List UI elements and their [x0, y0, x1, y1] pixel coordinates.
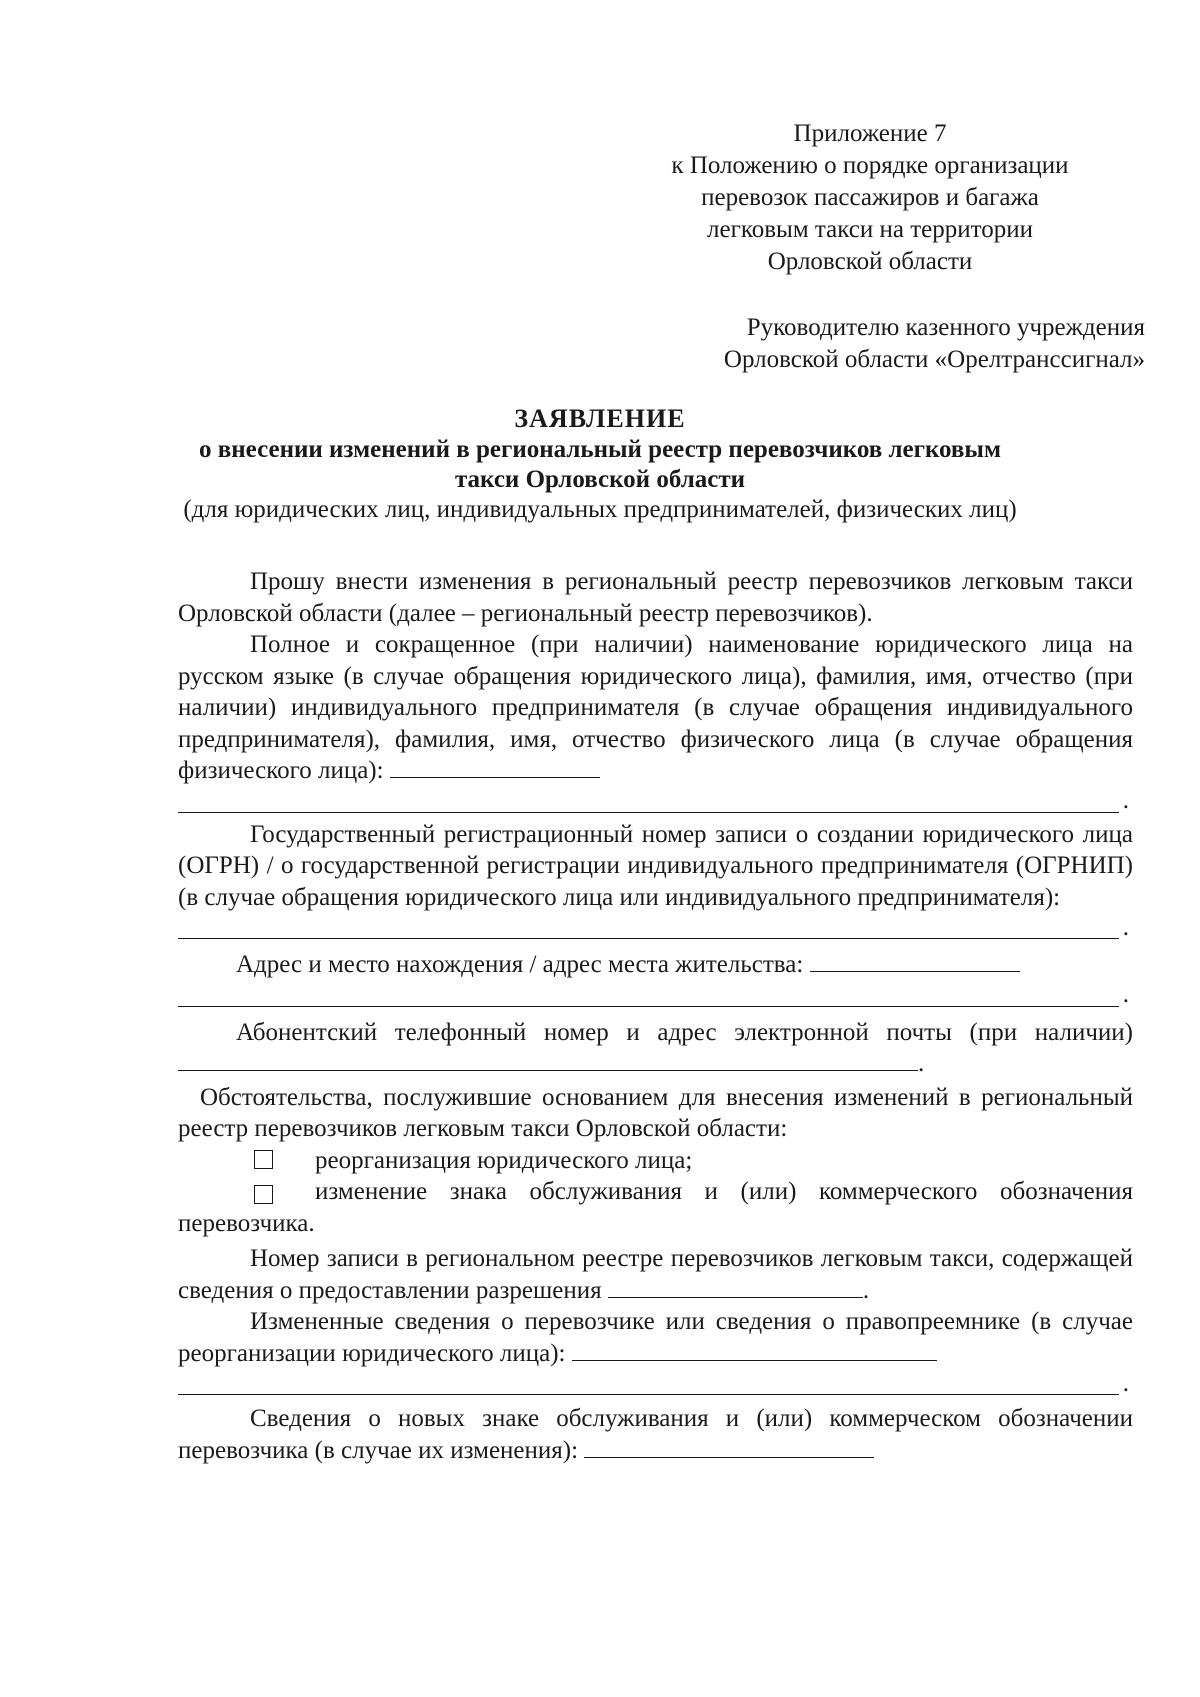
- applicant-name-label: Полное и сокращенное (при наличии) наименование юридического лица на русском языке (в случае обращения юридического лица), фамилия, имя, отчество (при наличии) индивидуального предпринимателя (в случае обращения индивидуального предпринимателя), фамилия, имя, отчество физического лица (в случае обращения физического лица):: [178, 631, 1133, 784]
- applicant-name-field-continuation[interactable]: [178, 787, 1133, 817]
- contacts-paragraph: [178, 1017, 1133, 1080]
- document-subtitle-line: такси Орловской области: [454, 466, 746, 493]
- record-number-field[interactable]: [608, 1275, 863, 1298]
- document-heading: [150, 403, 1050, 525]
- checkbox-option-reorganization[interactable]: [178, 1145, 1133, 1177]
- applicant-name-paragraph: [178, 629, 1133, 787]
- field-end-period: .: [918, 1050, 925, 1077]
- field-end-period: .: [1122, 787, 1129, 814]
- appendix-line: легковым такси на территории: [707, 216, 1033, 243]
- address-field-continuation[interactable]: [178, 981, 1133, 1011]
- addressee-block: [600, 312, 1145, 376]
- field-end-period: .: [862, 1276, 870, 1304]
- address-paragraph: [178, 949, 1133, 981]
- addressee-line: Орловской области «Орелтранссигнал»: [723, 346, 1145, 373]
- checkbox-reorganization-label: реорганизация юридического лица;: [315, 1146, 693, 1174]
- appendix-block: [600, 118, 1140, 278]
- checkbox-option-mark-change[interactable]: [178, 1176, 1133, 1239]
- ogrn-field[interactable]: [178, 913, 1133, 943]
- contacts-label: Абонентский телефонный номер и адрес электронной почты (при наличии): [236, 1018, 1133, 1046]
- address-label: Адрес и место нахождения / адрес места жительства:: [236, 951, 804, 978]
- application-body: [178, 566, 1133, 1466]
- appendix-line: перевозок пассажиров и багажа: [701, 184, 1039, 211]
- changed-info-field-continuation[interactable]: [178, 1369, 1133, 1399]
- changed-info-label: Измененные сведения о перевозчике или сведения о правопреемнике (в случае реорганизации юридического лица):: [178, 1308, 1133, 1367]
- field-end-period: .: [1122, 913, 1129, 941]
- new-mark-label: Сведения о новых знаке обслуживания и (или) коммерческом обозначении перевозчика (в случае их изменения):: [178, 1405, 1133, 1464]
- field-end-period: .: [1122, 1369, 1129, 1397]
- new-mark-paragraph: [178, 1403, 1133, 1466]
- request-paragraph: Прошу внести изменения в региональный реестр перевозчиков легковым такси Орловской области (далее – региональный реестр перевозчиков).: [178, 568, 1133, 627]
- appendix-line: Орловской области: [767, 248, 973, 275]
- address-field[interactable]: [810, 949, 1020, 972]
- appendix-line: Приложение 7: [793, 120, 947, 147]
- record-number-paragraph: [178, 1243, 1133, 1306]
- circumstances-paragraph: Обстоятельства, послужившие основанием для внесения изменений в региональный реестр перевозчиков легковым такси Орловской области:: [178, 1083, 1133, 1142]
- record-number-label: Номер записи в региональном реестре перевозчиков легковым такси, содержащей сведения о предоставлении разрешения: [178, 1245, 1133, 1304]
- field-end-period: .: [1122, 981, 1129, 1008]
- checkbox-reorganization[interactable]: [254, 1150, 273, 1169]
- applicability-note: (для юридических лиц, индивидуальных предпринимателей, физических лиц): [183, 496, 1017, 523]
- ogrn-paragraph: Государственный регистрационный номер записи о создании юридического лица (ОГРН) / о государственной регистрации индивидуального предпринимателя (ОГРНИП) (в случае обращения юридического лица или индивидуального предпринимателя):: [178, 820, 1133, 911]
- changed-info-paragraph: [178, 1306, 1133, 1369]
- checkbox-mark-change[interactable]: [254, 1185, 273, 1204]
- applicant-name-field[interactable]: [390, 755, 600, 778]
- addressee-line: Руководителю казенного учреждения: [746, 314, 1145, 341]
- changed-info-field[interactable]: [572, 1338, 937, 1361]
- new-mark-field[interactable]: [584, 1435, 874, 1458]
- document-title: ЗАЯВЛЕНИЕ: [514, 404, 686, 433]
- document-subtitle-line: о внесении изменений в региональный реестр перевозчиков легковым: [199, 436, 1001, 463]
- checkbox-mark-change-label: изменение знака обслуживания и (или) коммерческого обозначения перевозчика.: [178, 1178, 1133, 1237]
- contacts-field[interactable]: [178, 1048, 918, 1071]
- appendix-line: к Положению о порядке организации: [671, 152, 1069, 179]
